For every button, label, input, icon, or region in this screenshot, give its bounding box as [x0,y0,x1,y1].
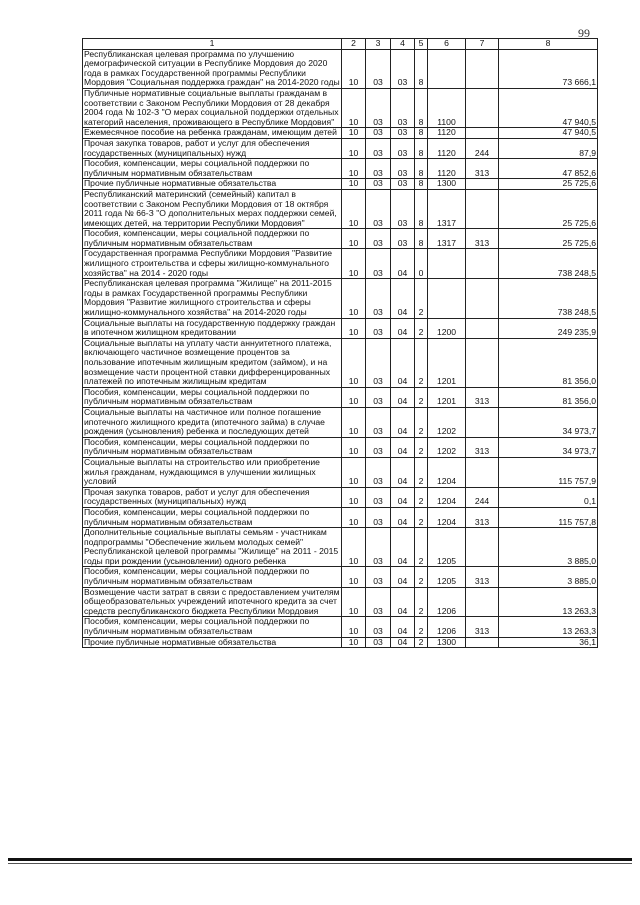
row-code-cell: 03 [391,49,415,88]
row-code-cell: 10 [342,279,366,318]
row-name-cell: Возмещение части затрат в связи с предоставлением учителям общеобразовательных учреждений ипотечного кредита за счет средств республиканского бюджета Республики Мордовия [84,587,340,616]
row-code-cell: 03 [366,507,391,527]
row-amount-cell: 47 852,6 [499,159,598,179]
row-code-cell: 10 [342,88,366,127]
row-code-cell: 04 [391,487,415,507]
row-code-cell: 10 [342,507,366,527]
table-row [83,407,598,437]
page-number: 99 [578,26,590,40]
column-header: 3 [366,39,391,50]
row-name-cell: Пособия, компенсации, меры социальной поддержки по публичным нормативным обязательствам [83,159,342,179]
row-code-cell: 03 [391,128,415,139]
table-header-row [83,39,598,50]
row-amount-cell: 3 885,0 [499,567,598,587]
row-code-cell: 1202 [428,407,466,437]
row-code-cell: 10 [342,128,366,139]
row-code-cell: 1202 [428,437,466,457]
row-code-cell: 8 [415,128,428,139]
column-header: 8 [499,39,598,50]
row-code-cell: 03 [366,407,391,437]
row-code-cell: 313 [466,507,499,527]
row-code-cell: 313 [466,387,499,407]
row-code-cell: 313 [466,617,499,637]
row-amount-cell: 249 235,9 [499,318,598,338]
table-row [83,128,598,139]
row-name-cell: Пособия, компенсации, меры социальной поддержки по публичным нормативным обязательствам [83,437,342,457]
row-code-cell [466,128,499,139]
budget-table [82,38,598,648]
row-code-cell: 0 [415,249,428,279]
row-code-cell: 313 [466,159,499,179]
row-code-cell: 03 [366,138,391,158]
row-code-cell: 04 [391,457,415,487]
row-code-cell [466,179,499,190]
row-code-cell: 10 [342,457,366,487]
row-code-cell: 1120 [428,159,466,179]
row-code-cell: 1120 [428,128,466,139]
column-header: 1 [83,39,342,50]
row-amount-cell: 25 725,6 [499,179,598,190]
bottom-rule-thin [8,863,632,864]
row-code-cell: 1204 [428,487,466,507]
row-code-cell: 10 [342,437,366,457]
row-code-cell: 04 [391,407,415,437]
row-code-cell: 03 [366,128,391,139]
row-amount-cell: 47 940,5 [499,88,598,127]
row-amount-cell: 738 248,5 [499,249,598,279]
row-name-cell: Республиканский материнский (семейный) капитал в соответствии с Законом Республики Мордовия от 18 октября 2011 года № 66-З "О дополнительных мерах поддержки семей, имеющих детей, на территории Республики Мордовия" [83,189,342,228]
row-code-cell: 04 [391,318,415,338]
table-row [83,338,598,387]
row-code-cell: 03 [391,179,415,190]
row-code-cell: 10 [342,249,366,279]
row-code-cell: 2 [415,318,428,338]
row-code-cell: 1200 [428,318,466,338]
table-row [83,617,598,637]
table-row [83,229,598,249]
row-amount-cell: 47 940,5 [499,128,598,139]
table-row [83,179,598,190]
row-code-cell: 2 [415,637,428,648]
row-amount-cell: 34 973,7 [499,437,598,457]
row-amount-cell: 34 973,7 [499,407,598,437]
row-code-cell [466,407,499,437]
row-code-cell: 03 [366,587,391,617]
row-code-cell [466,338,499,387]
row-code-cell: 2 [415,338,428,387]
table-row [83,387,598,407]
row-code-cell: 10 [342,617,366,637]
row-name-cell: Социальные выплаты на строительство или приобретение жилья гражданам, нуждающимся в улучшении жилищных условий [83,457,342,487]
row-code-cell: 244 [466,487,499,507]
row-name-cell: Республиканская целевая программа по улучшению демографической ситуации в Республике Мордовия до 2020 года в рамках Государственной программы Республики Мордовия "Социальная поддержка граждан" на 2014-2020 годы [84,49,340,88]
row-name-cell: Прочие публичные нормативные обязательства [83,179,342,190]
row-code-cell: 1201 [428,387,466,407]
row-code-cell [466,49,499,88]
table-row [83,637,598,648]
row-amount-cell: 87,9 [499,138,598,158]
row-code-cell: 04 [391,507,415,527]
row-amount-cell: 73 666,1 [499,49,598,88]
row-code-cell: 1201 [428,338,466,387]
row-code-cell [466,279,499,318]
row-code-cell: 1317 [428,189,466,228]
row-code-cell: 10 [342,189,366,228]
row-code-cell: 2 [415,407,428,437]
table-row [83,88,598,127]
table-row [83,487,598,507]
table-row [83,507,598,527]
row-code-cell: 03 [366,249,391,279]
row-name-cell: Пособия, компенсации, меры социальной поддержки по публичным нормативным обязательствам [83,387,342,407]
row-code-cell: 2 [415,617,428,637]
table-row [83,49,598,88]
row-code-cell: 2 [415,528,428,567]
row-code-cell [428,49,466,88]
column-header: 7 [466,39,499,50]
row-code-cell [428,279,466,318]
row-code-cell: 2 [415,387,428,407]
row-code-cell: 04 [391,387,415,407]
row-name-cell: Прочая закупка товаров, работ и услуг для обеспечения государственных (муниципальных) нужд [83,487,342,507]
row-amount-cell: 115 757,9 [499,457,598,487]
row-code-cell: 1205 [428,528,466,567]
row-code-cell: 8 [415,88,428,127]
row-code-cell: 03 [366,189,391,228]
row-code-cell: 03 [391,229,415,249]
row-code-cell: 2 [415,487,428,507]
row-code-cell: 03 [366,338,391,387]
row-code-cell: 03 [366,437,391,457]
row-code-cell: 2 [415,567,428,587]
row-name-cell: Пособия, компенсации, меры социальной поддержки по публичным нормативным обязательствам [83,507,342,527]
row-code-cell [466,88,499,127]
row-code-cell: 04 [391,437,415,457]
row-code-cell: 10 [342,338,366,387]
row-code-cell: 10 [342,487,366,507]
row-name-cell: Республиканская целевая программа "Жилище" на 2011-2015 годы в рамках Государственной программы Республики Мордовия "Развитие жилищного строительства и сферы жилищно-коммунального хозяйства" на 2014-2020 годы [83,279,342,318]
row-code-cell: 1204 [428,457,466,487]
row-code-cell: 8 [415,49,428,88]
table-row [83,567,598,587]
row-code-cell: 8 [415,229,428,249]
column-header: 4 [391,39,415,50]
table-row [83,528,598,567]
row-code-cell: 10 [342,318,366,338]
row-code-cell: 03 [366,229,391,249]
row-code-cell: 1317 [428,229,466,249]
row-code-cell: 2 [415,437,428,457]
row-name-cell: Социальные выплаты на частичное или полное погашение ипотечного жилищного кредита (ипотечного займа) в случае рождения (усыновления) ребенка и последующих детей [83,407,342,437]
row-code-cell: 03 [366,617,391,637]
row-code-cell [466,249,499,279]
row-code-cell: 1100 [428,88,466,127]
row-code-cell: 03 [391,88,415,127]
row-code-cell: 1120 [428,138,466,158]
row-code-cell [466,457,499,487]
row-name-cell: Прочая закупка товаров, работ и услуг для обеспечения государственных (муниципальных) нужд [83,138,342,158]
row-code-cell: 1300 [428,637,466,648]
row-code-cell: 04 [391,528,415,567]
row-code-cell: 2 [415,457,428,487]
row-code-cell: 04 [391,637,415,648]
row-code-cell: 04 [391,249,415,279]
row-code-cell: 8 [415,189,428,228]
row-name-cell: Дополнительные социальные выплаты семьям - участникам подпрограммы "Обеспечение жильем молодых семей" Республиканской целевой программы "Жилище" на 2011 - 2015 годы при рождении (усыновлении) одного ребенка [83,528,342,567]
row-code-cell: 10 [342,49,366,88]
row-code-cell: 244 [466,138,499,158]
bottom-rule [8,858,632,861]
row-amount-cell: 25 725,6 [499,229,598,249]
row-code-cell: 313 [466,567,499,587]
row-code-cell: 2 [415,279,428,318]
table-row [83,249,598,279]
table-row [83,318,598,338]
row-code-cell: 1204 [428,507,466,527]
row-code-cell: 03 [366,179,391,190]
row-name-cell: Социальные выплаты на уплату части аннуитетного платежа, включающего частичное возмещение процентов за пользование ипотечным жилищным кредитом (займом), и на возмещение части процентной ставки дифференцированных платежей по ипотечным жилищным кредитам [83,338,342,387]
row-name-cell: Пособия, компенсации, меры социальной поддержки по публичным нормативным обязательствам [83,229,342,249]
row-code-cell: 313 [466,437,499,457]
row-code-cell: 03 [366,159,391,179]
row-code-cell: 04 [391,587,415,617]
table-row [83,159,598,179]
row-amount-cell: 13 263,3 [499,617,598,637]
row-code-cell: 10 [342,407,366,437]
row-code-cell: 10 [342,528,366,567]
row-code-cell: 8 [415,138,428,158]
row-code-cell: 8 [415,179,428,190]
row-amount-cell: 36,1 [499,637,598,648]
table-row [83,189,598,228]
row-amount-cell: 13 263,3 [499,587,598,617]
row-name-cell: Социальные выплаты на государственную поддержку граждан в ипотечном жилищном кредитовании [83,318,342,338]
row-code-cell: 03 [366,279,391,318]
row-code-cell: 313 [466,229,499,249]
row-code-cell: 10 [342,229,366,249]
row-code-cell: 10 [342,179,366,190]
row-amount-cell: 3 885,0 [499,528,598,567]
row-name-cell: Прочие публичные нормативные обязательства [83,637,342,648]
row-code-cell: 1300 [428,179,466,190]
table-row [83,138,598,158]
row-code-cell: 04 [391,567,415,587]
row-code-cell [466,318,499,338]
column-header: 6 [428,39,466,50]
row-name-cell: Публичные нормативные социальные выплаты гражданам в соответствии с Законом Республики Мордовия от 28 декабря 2004 года № 102-З "О мерах социальной поддержки отдельных категорий населения, проживающего в Республике Мордовия" [83,88,342,127]
row-code-cell: 10 [342,159,366,179]
row-code-cell: 03 [366,387,391,407]
row-code-cell: 2 [415,507,428,527]
row-amount-cell: 81 356,0 [499,387,598,407]
row-name-cell: Пособия, компенсации, меры социальной поддержки по публичным нормативным обязательствам [83,567,342,587]
row-code-cell: 10 [342,138,366,158]
row-code-cell: 10 [342,387,366,407]
row-code-cell: 2 [415,587,428,617]
row-code-cell: 03 [366,567,391,587]
row-code-cell: 03 [366,457,391,487]
column-header: 2 [342,39,366,50]
row-code-cell: 1206 [428,587,466,617]
row-amount-cell: 738 248,5 [499,279,598,318]
row-code-cell [428,249,466,279]
row-code-cell: 03 [366,487,391,507]
row-code-cell: 03 [366,528,391,567]
row-code-cell: 04 [391,338,415,387]
row-code-cell: 1205 [428,567,466,587]
row-amount-cell: 25 725,6 [499,189,598,228]
table-row [83,457,598,487]
table-row [83,279,598,318]
row-code-cell: 10 [342,567,366,587]
row-code-cell [466,637,499,648]
row-code-cell: 03 [366,637,391,648]
row-name-cell: Государственная программа Республики Мордовия "Развитие жилищного строительства и сферы жилищно-коммунального хозяйства" на 2014 - 2020 годы [83,249,342,279]
row-amount-cell: 0,1 [499,487,598,507]
row-amount-cell: 81 356,0 [499,338,598,387]
column-header: 5 [415,39,428,50]
row-code-cell: 03 [366,318,391,338]
row-code-cell: 03 [391,189,415,228]
row-code-cell: 1206 [428,617,466,637]
row-name-cell: Ежемесячное пособие на ребенка гражданам, имеющим детей [83,128,342,139]
row-amount-cell: 115 757,8 [499,507,598,527]
row-code-cell: 04 [391,617,415,637]
row-code-cell: 10 [342,637,366,648]
row-code-cell: 04 [391,279,415,318]
table-row [83,437,598,457]
row-code-cell: 8 [415,159,428,179]
row-code-cell [466,587,499,617]
row-name-cell: Пособия, компенсации, меры социальной поддержки по публичным нормативным обязательствам [83,617,342,637]
row-code-cell: 03 [391,159,415,179]
row-code-cell: 10 [342,587,366,617]
row-code-cell: 03 [366,49,391,88]
row-code-cell [466,189,499,228]
table-row [83,587,598,617]
row-code-cell: 03 [366,88,391,127]
row-code-cell: 03 [391,138,415,158]
row-code-cell [466,528,499,567]
